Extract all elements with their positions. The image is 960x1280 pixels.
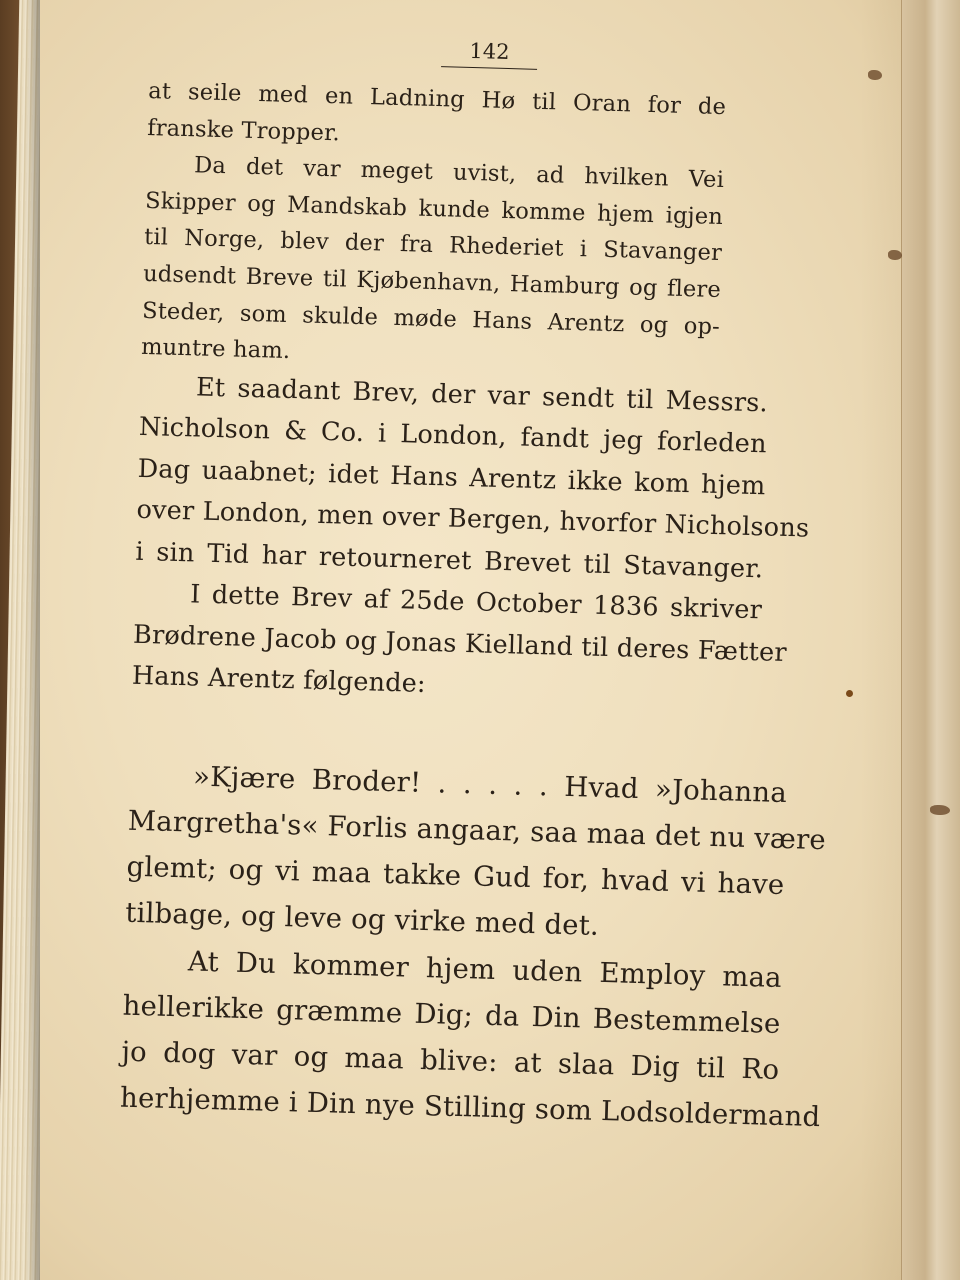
text-line: i sin Tid har retourneret Brevet til Stavanger. [135,536,764,585]
text-line: Nicholson & Co. i London, fandt jeg forleden [138,412,768,460]
text-line: franske Tropper. [146,114,341,146]
text-line: over London, men over Bergen, hvorfor Nicholsons [136,495,810,544]
text-line: Da det var meget uvist, ad hvilken Vei [193,152,725,194]
text-line: herhjemme i Din nye Stilling som Lodsoldermand [119,1081,821,1134]
page-damage-mark [888,250,902,260]
text-line: udsendt Breve til Kjøbenhavn, Hamburg og flere [142,260,722,304]
text-line: Et saadant Brev, der var sendt til Messrs. [195,372,769,419]
text-line: Steder, som skulde møde Hans Arentz og op- [141,297,721,340]
quoted-letter [119,751,827,1140]
text-line: »Kjære Broder! . . . . . Hvad »Johanna [192,760,788,809]
text-line: Hans Arentz følgende: [131,661,427,700]
text-line: at seile med en Ladning Hø til Oran for de [147,77,727,121]
text-line: jo dog var og maa blive: at slaa Dig til Ro [121,1035,780,1086]
text-line: At Du kommer hjem uden Employ maa [187,944,783,994]
ink-spot [846,690,853,697]
text-line: hellerikke græmme Dig; da Din Bestemmelse [122,989,781,1040]
text-line: Skipper og Mandskab kunde komme hjem igjen [144,187,724,230]
text-line: muntre ham. [140,334,291,365]
text-line: I dette Brev af 25de October 1836 skriver [189,579,763,626]
page-text [120,30,840,1140]
text-line: til Norge, blev der fra Rhederiet i Stavanger [143,224,723,267]
page-damage-mark [930,805,950,815]
facing-page-edge [901,0,960,1280]
paragraph-group-middle [131,366,830,717]
paragraph-group-top [141,73,839,385]
text-line: Dag uaabnet; idet Hans Arentz ikke kom hjem [137,453,766,502]
text-line: Brødrene Jacob og Jonas Kielland til deres Fætter [132,619,788,668]
text-line: tilbage, og leve og virke med det. [124,897,600,943]
page-number-text: 142 [441,38,538,70]
page-damage-mark [868,70,882,80]
text-line: glemt; og vi maa takke Gud for, hvad vi have [126,850,785,902]
text-line: Margretha's« Forlis angaar, saa maa det nu være [127,804,827,857]
